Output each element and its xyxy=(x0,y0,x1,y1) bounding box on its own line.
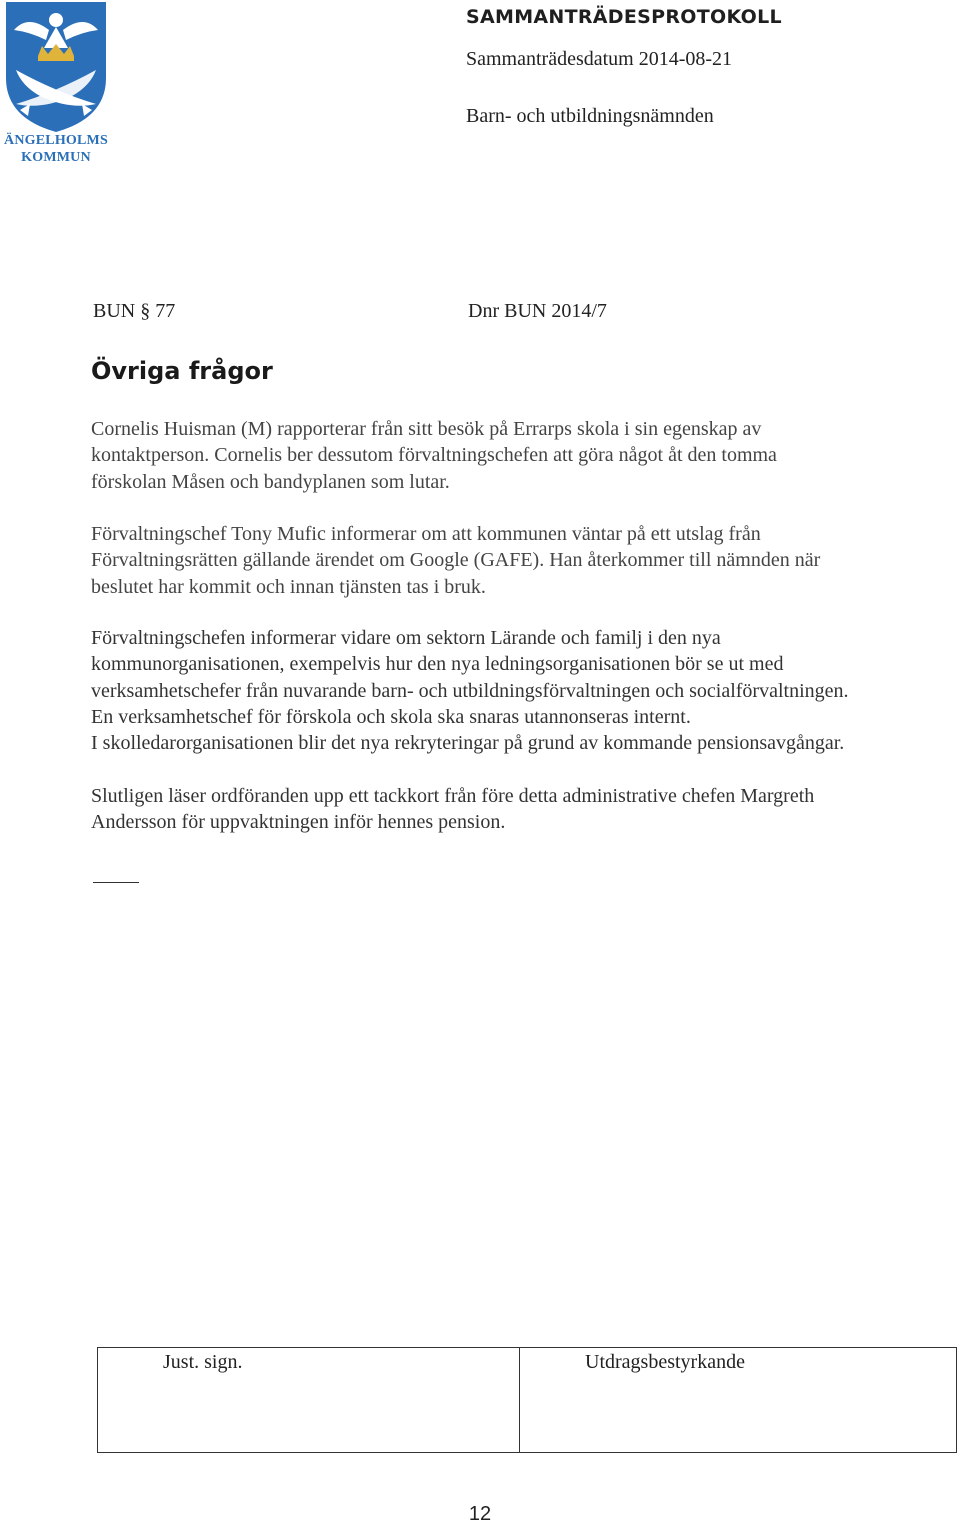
signature-table xyxy=(97,1347,957,1453)
meeting-date: Sammanträdesdatum 2014-08-21 xyxy=(466,48,733,70)
document-title: SAMMANTRÄDESPROTOKOLL xyxy=(466,6,782,28)
extract-certification-label: Utdragsbestyrkande xyxy=(585,1351,745,1373)
paragraph-1 xyxy=(91,416,951,495)
logo-text-line2: KOMMUN xyxy=(21,150,91,165)
diary-number: Dnr BUN 2014/7 xyxy=(468,300,607,322)
municipality-logo xyxy=(0,0,112,170)
paragraph-line: Förvaltningschef Tony Mufic informerar om att kommunen väntar på ett utslag från xyxy=(91,523,761,545)
paragraph-line: Cornelis Huisman (M) rapporterar från sitt besök på Errarps skola i sin egenskap av xyxy=(91,418,762,440)
coat-of-arms-icon xyxy=(0,0,112,134)
paragraph-line: Förvaltningsrätten gällande ärendet om Google (GAFE). Han återkommer till nämnden när xyxy=(91,549,821,572)
paragraph-line: Andersson för uppvaktningen inför hennes pension. xyxy=(91,811,506,834)
committee-name: Barn- och utbildningsnämnden xyxy=(466,105,714,127)
paragraph-reference: BUN § 77 xyxy=(93,300,176,322)
paragraph-line: beslutet har kommit och innan tjänsten tas i bruk. xyxy=(91,575,486,598)
justification-signature-label: Just. sign. xyxy=(163,1351,243,1373)
paragraph-4 xyxy=(91,783,951,836)
paragraph-line: En verksamhetschef för förskola och skola ska snaras utannonseras internt. xyxy=(91,705,691,728)
paragraph-line: I skolledarorganisationen blir det nya rekryteringar på grund av kommande pensionsavgångar. xyxy=(91,732,845,755)
paragraph-line: Förvaltningschefen informerar vidare om sektorn Lärande och familj i den nya xyxy=(91,627,721,649)
signature-table-divider xyxy=(519,1348,520,1452)
paragraph-line: förskolan Måsen och bandyplanen som lutar. xyxy=(91,470,450,493)
paragraph-3 xyxy=(91,625,951,756)
paragraph-line: kommunorganisationen, exempelvis hur den nya ledningsorganisationen bör se ut med xyxy=(91,653,784,676)
page-number: 12 xyxy=(468,1503,492,1525)
end-of-section-rule xyxy=(93,882,139,883)
paragraph-line: verksamhetschefer från nuvarande barn- och utbildningsförvaltningen och socialförvaltningen. xyxy=(91,679,849,702)
paragraph-line: kontaktperson. Cornelis ber dessutom förvaltningschefen att göra något åt den tomma xyxy=(91,444,777,467)
logo-text-line1: ÄNGELHOLMS xyxy=(4,133,108,148)
paragraph-line: Slutligen läser ordföranden upp ett tackkort från före detta administrative chefen Margreth xyxy=(91,785,815,807)
section-heading: Övriga frågor xyxy=(91,357,273,385)
paragraph-2 xyxy=(91,521,951,600)
